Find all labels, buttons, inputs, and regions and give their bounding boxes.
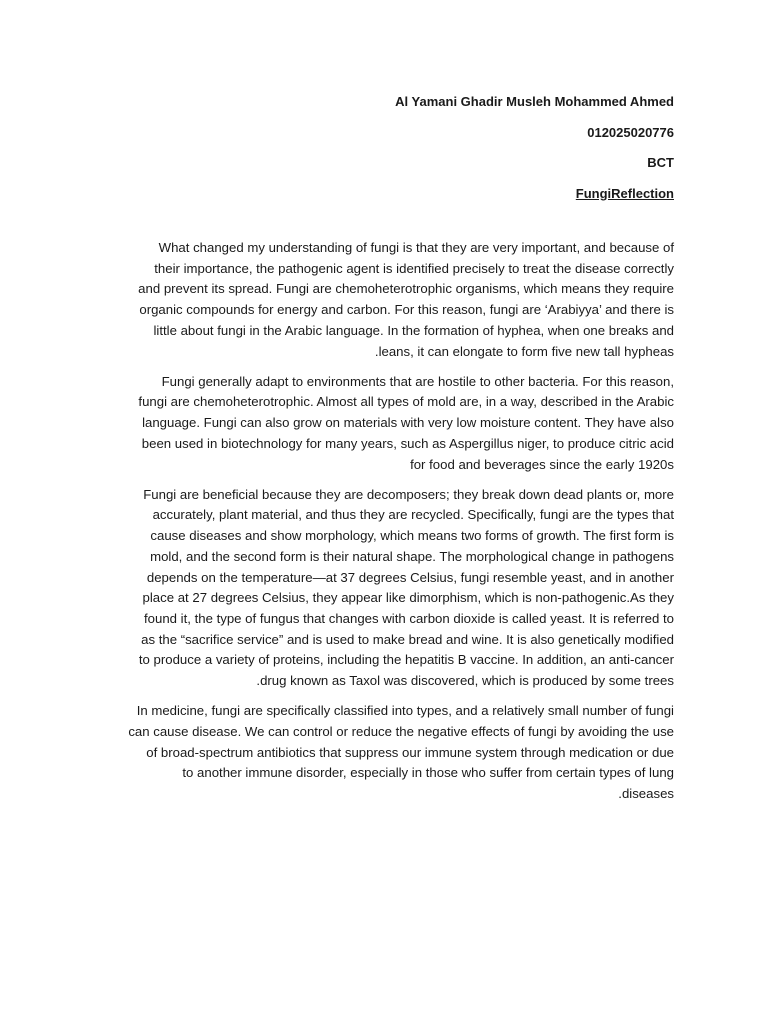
text-line: as the “sacrifice service” and is used to make bread and wine. It is also genetically modified [141,631,674,647]
text-line: .drug known as Taxol was discovered, which is produced by some trees [256,673,674,689]
text-line: for food and beverages since the early 1920s [410,456,674,472]
text-line: and prevent its spread. Fungi are chemoheterotrophic organisms, which means they require [138,281,674,297]
paragraph [92,701,674,805]
text-line: to another immune disorder, especially in those who suffer from certain types of lung [182,765,674,781]
author-name: Al Yamani Ghadir Musleh Mohammed Ahmed [395,94,674,109]
text-line: accurately, plant material, and thus they are recycled. Specifically, fungi are the types that [152,507,674,523]
text-line: .leans, it can elongate to form five new tall hypheas [374,343,674,359]
text-line: fungi are chemoheterotrophic. Almost all types of mold are, in a way, described in the Arabic [138,394,674,410]
text-line: to produce a variety of proteins, including the hepatitis B vaccine. In addition, an anti-cancer [138,652,674,668]
document-body [92,238,674,814]
text-line: can cause disease. We can control or reduce the negative effects of fungi by avoiding the use [128,723,674,739]
text-line: been used in biotechnology for many years, such as Aspergillus niger, to produce citric acid [141,435,674,451]
text-line: Fungi are beneficial because they are decomposers; they break down dead plants or, more [143,486,674,502]
document-header [395,87,674,209]
text-line: organic compounds for energy and carbon. For this reason, fungi are ‘Arabiyya’ and there is [139,302,674,318]
text-line: cause diseases and show morphology, which means two forms of growth. The first form is [150,528,674,544]
text-line: mold, and the second form is their natural shape. The morphological change in pathogens [150,548,674,564]
text-line: Fungi generally adapt to environments that are hostile to other bacteria. For this reason, [161,373,674,389]
text-line: place at 27 degrees Celsius, they appear like dimorphism, which is non-pathogenic.As they [142,590,674,606]
paragraph [92,372,674,476]
text-line: found it, the type of fungus that changes with carbon dioxide is called yeast. It is referred to [143,610,674,626]
text-line: their importance, the pathogenic agent is identified precisely to treat the disease correctly [154,260,674,276]
text-line: What changed my understanding of fungi is that they are very important, and because of [158,240,674,255]
text-line: little about fungi in the Arabic language. In the formation of hyphea, when one breaks and [153,322,674,338]
course-code: BCT [647,155,674,170]
text-line: of broad-spectrum antibiotics that suppress our immune system through medication or due [146,744,674,760]
text-line: In medicine, fungi are specifically classified into types, and a relatively small number of fungi [136,703,674,719]
document-title: FungiReflection [575,185,674,201]
paragraph [92,238,674,362]
text-line: .diseases [618,786,674,802]
text-line: depends on the temperature—at 37 degrees Celsius, fungi resemble yeast, and in another [146,569,674,585]
student-id: 012025020776 [587,124,674,140]
text-line: language. Fungi can also grow on materials with very low moisture content. They have also [142,415,674,431]
paragraph [92,485,674,692]
